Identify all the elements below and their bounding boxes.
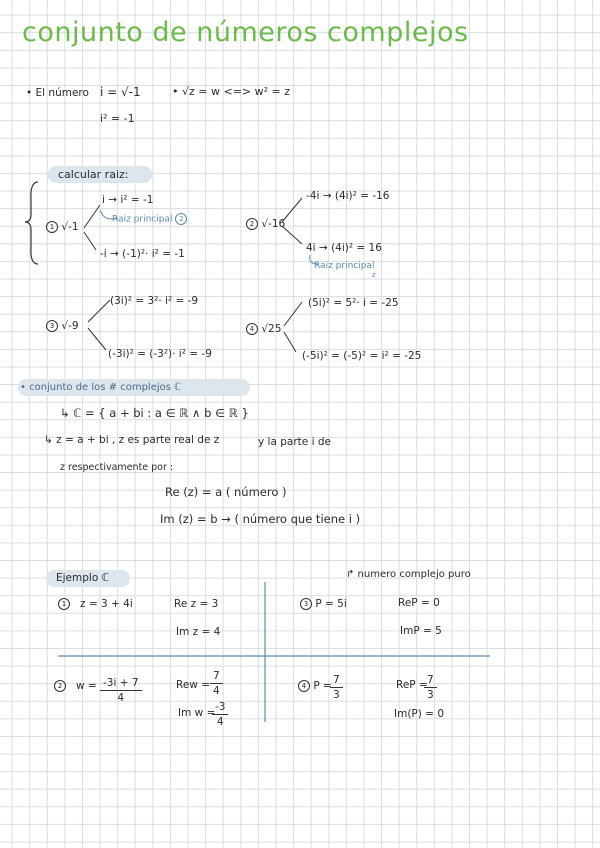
e4-re-denominator: 3	[427, 689, 434, 701]
e2-re-fraction	[210, 670, 223, 697]
e2-lhs	[54, 680, 97, 692]
e3-expr	[300, 598, 347, 610]
conjunto-z-line-b: y la parte i de	[258, 436, 331, 448]
e4-re-numerator: 7	[424, 674, 437, 688]
ex2-radical-text: √-16	[261, 218, 286, 230]
ex4-number: 4	[246, 323, 258, 335]
ex2-note-sub: z	[372, 271, 376, 279]
ex2-radical	[246, 218, 285, 230]
imag-part-def: Im (z) = b → ( número que tiene i )	[160, 512, 361, 526]
i-definition: i = √-1	[100, 85, 141, 99]
e1-number: 1	[58, 598, 70, 610]
e2-im-numerator: -3	[212, 701, 228, 715]
e2-numerator: -3i + 7	[100, 677, 142, 691]
ex1-note	[112, 213, 187, 225]
e2-im-fraction	[212, 701, 228, 728]
e2-re-label: Rew =	[176, 679, 211, 691]
sqrt-definition: • √z = w <=> w² = z	[172, 85, 291, 98]
ex4-radical	[246, 323, 281, 335]
e2-lhs-text: w =	[76, 680, 97, 692]
ex1-note-number: 2	[175, 213, 187, 225]
puro-label: ↱ numero complejo puro	[346, 569, 471, 580]
i-squared: i² = -1	[100, 112, 135, 125]
e2-fraction	[100, 677, 142, 704]
ex3-number: 3	[46, 320, 58, 332]
ex2-top: -4i → (4i)² = -16	[306, 190, 390, 202]
page-title: conjunto de números complejos	[22, 17, 469, 48]
ex1-number: 1	[46, 221, 58, 233]
e4-lhs-text: P =	[313, 680, 332, 692]
ex4-bottom: (-5i)² = (-5)² = i² = -25	[302, 350, 422, 362]
e4-p-denominator: 3	[333, 689, 340, 701]
ejemplo-header: Ejemplo ℂ	[56, 572, 109, 584]
e3-re: ReP = 0	[398, 597, 440, 609]
e3-number: 3	[300, 598, 312, 610]
conjunto-header: • conjunto de los # complejos ℂ	[20, 382, 182, 393]
ex2-bottom: 4i → (4i)² = 16	[306, 242, 382, 254]
ex3-radical	[46, 320, 79, 332]
conjunto-resp: z respectivamente por :	[60, 462, 174, 473]
ex3-top: (3i)² = 3²· i² = -9	[110, 295, 199, 307]
calcular-header: calcular raiz:	[58, 168, 129, 181]
ex4-top: (5i)² = 5²· i = -25	[308, 297, 399, 309]
conjunto-z-line: ↳ z = a + bi , z es parte real de z	[44, 434, 220, 446]
ex2-number: 2	[246, 218, 258, 230]
ex1-note-text: Raiz principal	[112, 214, 173, 225]
e1-expr	[58, 598, 133, 610]
conjunto-def: ↳ ℂ = { a + bi : a ∈ ℝ ∧ b ∈ ℝ }	[60, 406, 249, 420]
e2-denominator: 4	[117, 692, 125, 704]
e4-number: 4	[298, 680, 310, 692]
e3-expr-text: P = 5i	[315, 598, 347, 610]
e3-im: ImP = 5	[400, 625, 442, 637]
e4-im: Im(P) = 0	[394, 708, 445, 720]
e1-expr-text: z = 3 + 4i	[80, 598, 133, 610]
e4-p-numerator: 7	[330, 674, 343, 688]
ex1-bottom: -i → (-1)²· i² = -1	[100, 248, 185, 260]
intro-label: • El número	[26, 87, 89, 99]
e1-im: Im z = 4	[176, 626, 221, 638]
e2-im-label: Im w =	[178, 707, 216, 719]
ex2-note: Raiz principal	[314, 261, 375, 271]
e2-number: 2	[54, 680, 66, 692]
e4-p-fraction	[330, 674, 343, 701]
ex1-radical-text: √-1	[61, 221, 79, 233]
ex3-bottom: (-3i)² = (-3²)· i² = -9	[108, 348, 212, 360]
e1-re: Re z = 3	[174, 598, 219, 610]
e4-lhs	[298, 680, 332, 692]
ex1-top: i → i² = -1	[102, 194, 154, 206]
real-part-def: Re (z) = a ( número )	[165, 485, 287, 499]
ex3-radical-text: √-9	[61, 320, 79, 332]
e2-im-denominator: 4	[216, 716, 224, 728]
e2-re-denominator: 4	[213, 685, 220, 697]
ex4-radical-text: √25	[261, 323, 282, 335]
e4-re-label: ReP =	[396, 679, 428, 691]
e2-re-numerator: 7	[210, 670, 223, 684]
ex1-radical	[46, 221, 79, 233]
e4-re-fraction	[424, 674, 437, 701]
